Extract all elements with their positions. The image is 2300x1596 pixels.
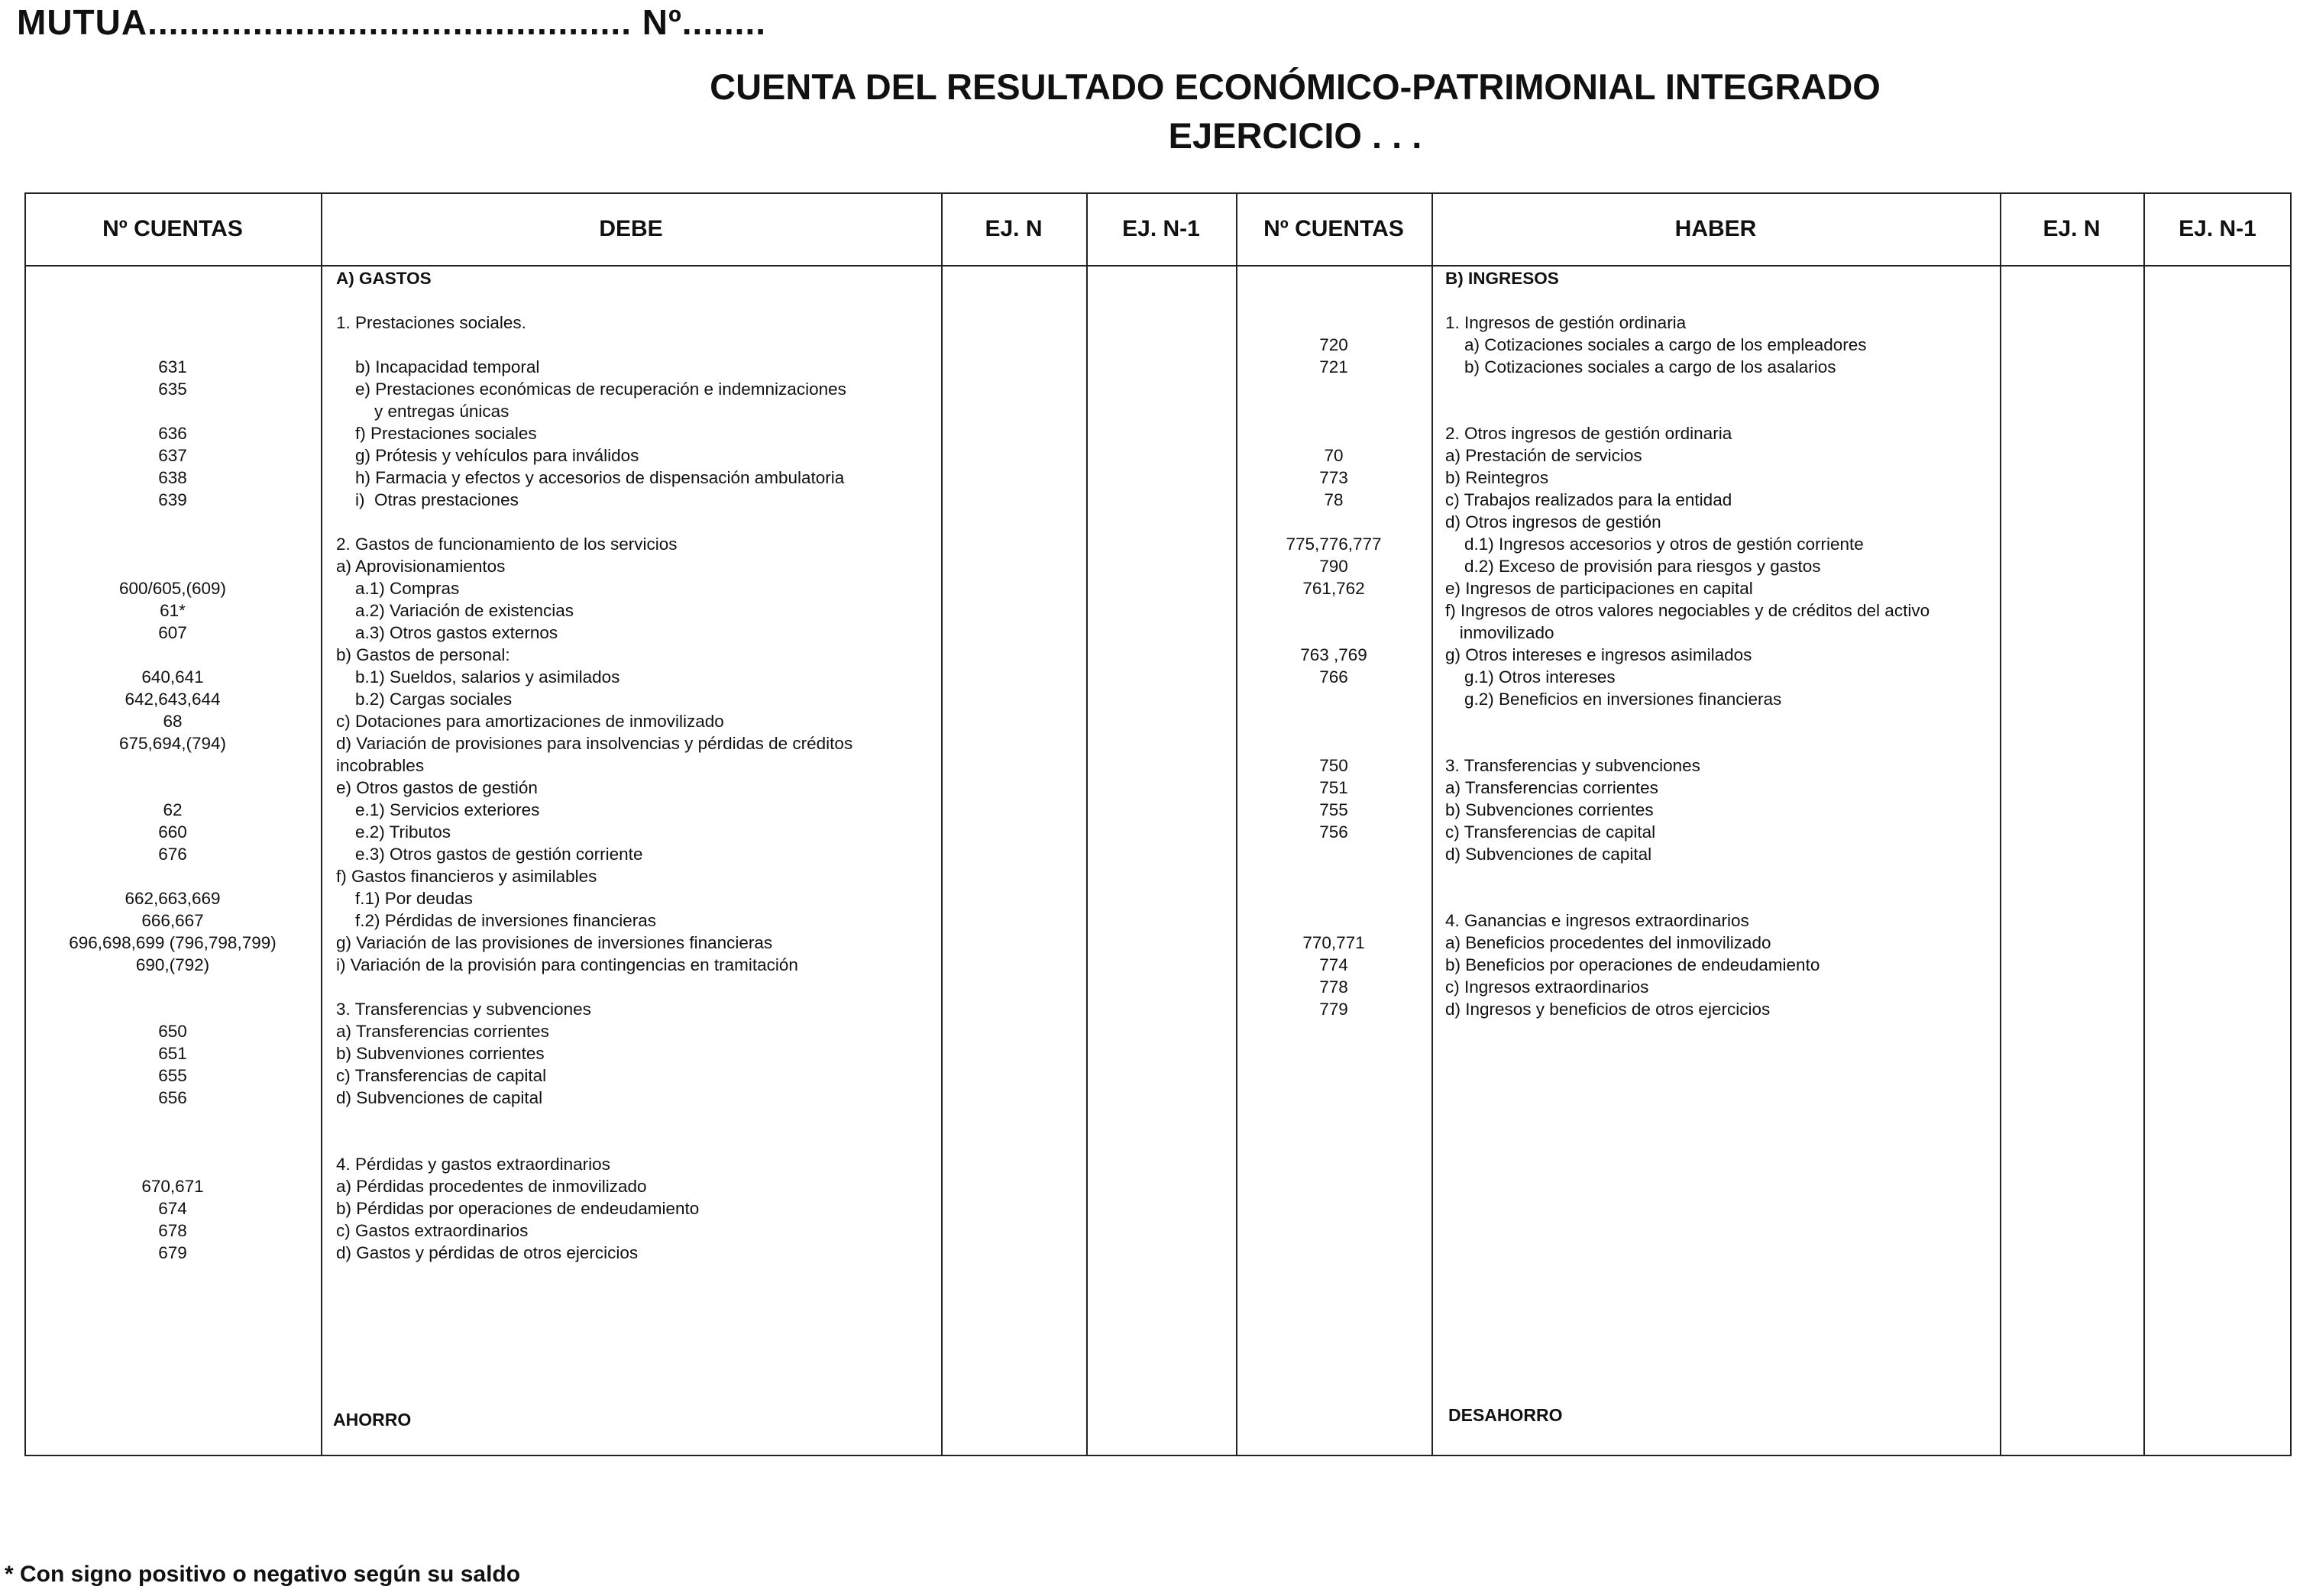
debe-line-item: f.1) Por deudas xyxy=(336,889,473,908)
haber-line-item: c) Trabajos realizados para la entidad xyxy=(1445,490,1732,509)
account-number xyxy=(24,1109,321,1131)
debe-line-item xyxy=(336,1131,932,1153)
account-number: 675,694,(794) xyxy=(118,734,227,753)
account-number: 778 xyxy=(1319,977,1348,997)
account-number: 790 xyxy=(1319,557,1348,576)
debe-line-item: e.1) Servicios exteriores xyxy=(336,800,540,819)
account-number: 650 xyxy=(158,1022,187,1041)
account-number: 770,771 xyxy=(1302,933,1365,952)
header-haber: HABER xyxy=(1674,215,1757,241)
haber-line-item: d) Ingresos y beneficios de otros ejercicios xyxy=(1445,1000,1771,1019)
debe-line-item xyxy=(336,334,932,356)
page-subtitle: EJERCICIO . . . xyxy=(1168,115,1422,156)
haber-line-item: a) Prestación de servicios xyxy=(1445,446,1642,465)
account-number xyxy=(1236,688,1431,710)
header-debe: DEBE xyxy=(599,215,663,241)
account-number xyxy=(24,511,321,533)
header-cuentas-left: Nº CUENTAS xyxy=(102,215,243,241)
header-ejn-right: EJ. N xyxy=(2043,215,2101,241)
debe-line-item: b.2) Cargas sociales xyxy=(336,690,513,709)
account-number: 642,643,644 xyxy=(125,690,221,709)
account-number xyxy=(24,865,321,887)
debe-line-item: c) Gastos extraordinarios xyxy=(336,1221,529,1240)
account-number: 607 xyxy=(158,623,187,642)
debe-line-item: a) Aprovisionamientos xyxy=(336,557,506,576)
haber-line-item: b) Cotizaciones sociales a cargo de los asalarios xyxy=(1445,357,1836,376)
debe-line-item xyxy=(336,1109,932,1131)
debe-line-item xyxy=(336,976,932,998)
account-number: 766 xyxy=(1319,667,1348,687)
debe-line-item: b) Subvenviones corrientes xyxy=(336,1044,545,1063)
account-number xyxy=(24,267,321,289)
account-number xyxy=(1236,622,1431,644)
debe-line-item: e.2) Tributos xyxy=(336,822,451,842)
account-number: 755 xyxy=(1319,800,1348,819)
account-number: 775,776,777 xyxy=(1286,535,1382,554)
footnote: * Con signo positivo o negativo según su saldo xyxy=(5,1562,521,1587)
haber-line-item: c) Transferencias de capital xyxy=(1445,822,1656,842)
account-number xyxy=(1236,511,1431,533)
debe-line-item: b) Gastos de personal: xyxy=(336,645,510,664)
account-number xyxy=(24,777,321,799)
account-number: 679 xyxy=(158,1243,187,1262)
account-number: 640,641 xyxy=(141,667,204,687)
haber-line-item xyxy=(1445,887,1995,909)
account-number: 62 xyxy=(163,800,183,819)
haber-line-item: g.1) Otros intereses xyxy=(1445,667,1616,687)
account-number: 631 xyxy=(158,357,187,376)
account-number: 660 xyxy=(158,822,187,842)
header-ejn1-right: EJ. N-1 xyxy=(2179,215,2256,241)
account-number xyxy=(24,976,321,998)
haber-line-item: f) Ingresos de otros valores negociables y de créditos del activo xyxy=(1445,601,1930,620)
account-number: 600/605,(609) xyxy=(118,579,227,598)
debe-lines-column xyxy=(336,267,932,1264)
account-number xyxy=(24,555,321,577)
debe-line-item: b) Pérdidas por operaciones de endeudamiento xyxy=(336,1199,700,1218)
debe-line-item xyxy=(336,289,932,312)
haber-line-item xyxy=(1445,732,1995,754)
haber-line-item xyxy=(1445,865,1995,887)
debe-line-item: 2. Gastos de funcionamiento de los servicios xyxy=(336,535,678,554)
debe-line-item: f.2) Pérdidas de inversiones financieras xyxy=(336,911,656,930)
haber-line-item xyxy=(1445,289,1995,312)
haber-line-item: inmovilizado xyxy=(1445,623,1554,642)
account-number: 720 xyxy=(1319,335,1348,354)
column-divider xyxy=(2143,192,2145,1456)
haber-line-item: b) Beneficios por operaciones de endeudamiento xyxy=(1445,955,1820,974)
haber-line-item: 3. Transferencias y subvenciones xyxy=(1445,756,1700,775)
account-number xyxy=(24,644,321,666)
debe-line-item: a.1) Compras xyxy=(336,579,460,598)
header-cuentas-right: Nº CUENTAS xyxy=(1263,215,1404,241)
account-number xyxy=(24,1153,321,1175)
haber-line-item: 1. Ingresos de gestión ordinaria xyxy=(1445,313,1687,332)
haber-line-item: b) Subvenciones corrientes xyxy=(1445,800,1654,819)
debe-line-item: h) Farmacia y efectos y accesorios de dispensación ambulatoria xyxy=(336,468,845,487)
debe-line-item: d) Subvenciones de capital xyxy=(336,1088,543,1107)
debe-line-item: b) Incapacidad temporal xyxy=(336,357,540,376)
debe-line-item: 3. Transferencias y subvenciones xyxy=(336,1000,591,1019)
header-ejn-left: EJ. N xyxy=(985,215,1043,241)
account-number: 636 xyxy=(158,424,187,443)
haber-line-item xyxy=(1445,378,1995,400)
account-number: 61* xyxy=(160,601,186,620)
haber-line-item xyxy=(1445,710,1995,732)
debe-line-item: g) Variación de las provisiones de inversiones financieras xyxy=(336,933,773,952)
account-number: 773 xyxy=(1319,468,1348,487)
account-number: 662,663,669 xyxy=(125,889,221,908)
debe-line-item: b.1) Sueldos, salarios y asimilados xyxy=(336,667,620,687)
column-divider xyxy=(1431,192,1433,1456)
debe-line-item: c) Transferencias de capital xyxy=(336,1066,547,1085)
haber-line-item xyxy=(1445,400,1995,422)
haber-line-item: a) Transferencias corrientes xyxy=(1445,778,1658,797)
account-number: 666,667 xyxy=(141,911,204,930)
debe-line-item: e) Prestaciones económicas de recuperación e indemnizaciones xyxy=(336,380,846,399)
debe-line-item: d) Variación de provisiones para insolvencias y pérdidas de créditos xyxy=(336,734,853,753)
debe-line-item: y entregas únicas xyxy=(336,402,509,421)
account-number xyxy=(24,1131,321,1153)
account-number: 651 xyxy=(158,1044,187,1063)
account-number xyxy=(1236,599,1431,622)
debe-line-item: f) Prestaciones sociales xyxy=(336,424,537,443)
account-number: 674 xyxy=(158,1199,187,1218)
account-number xyxy=(1236,909,1431,932)
account-number: 756 xyxy=(1319,822,1348,842)
account-number: 656 xyxy=(158,1088,187,1107)
ahorro-label: AHORRO xyxy=(333,1410,412,1430)
account-number xyxy=(1236,312,1431,334)
debe-line-item: a) Transferencias corrientes xyxy=(336,1022,549,1041)
debe-line-item: a) Pérdidas procedentes de inmovilizado xyxy=(336,1177,647,1196)
account-number: 721 xyxy=(1319,357,1348,376)
account-number xyxy=(1236,400,1431,422)
account-number xyxy=(1236,865,1431,887)
haber-line-item: 4. Ganancias e ingresos extraordinarios xyxy=(1445,911,1749,930)
account-number: 774 xyxy=(1319,955,1348,974)
account-number: 70 xyxy=(1324,446,1344,465)
account-number: 637 xyxy=(158,446,187,465)
mutua-label: MUTUA.............................................. Nº........ xyxy=(17,2,767,42)
haber-line-item: a) Cotizaciones sociales a cargo de los empleadores xyxy=(1445,335,1867,354)
debe-line-item: 1. Prestaciones sociales. xyxy=(336,313,526,332)
column-divider xyxy=(941,192,943,1456)
debe-line-item: A) GASTOS xyxy=(336,269,432,288)
haber-line-item: b) Reintegros xyxy=(1445,468,1549,487)
debe-line-item: e.3) Otros gastos de gestión corriente xyxy=(336,845,643,864)
account-number xyxy=(1236,289,1431,312)
account-number xyxy=(1236,710,1431,732)
debe-line-item: a.2) Variación de existencias xyxy=(336,601,574,620)
debe-line-item: e) Otros gastos de gestión xyxy=(336,778,538,797)
debe-accounts-column xyxy=(24,267,321,1264)
haber-line-item: d) Otros ingresos de gestión xyxy=(1445,512,1661,531)
account-number xyxy=(1236,378,1431,400)
debe-line-item: incobrables xyxy=(336,756,425,775)
account-number xyxy=(24,998,321,1020)
debe-line-item: i) Otras prestaciones xyxy=(336,490,519,509)
haber-line-item: 2. Otros ingresos de gestión ordinaria xyxy=(1445,424,1732,443)
account-number: 670,671 xyxy=(141,1177,204,1196)
haber-lines-column xyxy=(1445,267,1995,1020)
haber-accounts-column xyxy=(1236,267,1431,1020)
header-divider xyxy=(24,265,2292,267)
haber-line-item: e) Ingresos de participaciones en capital xyxy=(1445,579,1753,598)
haber-line-item: d.2) Exceso de provisión para riesgos y gastos xyxy=(1445,557,1821,576)
account-number: 68 xyxy=(163,712,183,731)
account-number xyxy=(1236,732,1431,754)
account-number xyxy=(1236,267,1431,289)
account-number: 750 xyxy=(1319,756,1348,775)
account-number: 638 xyxy=(158,468,187,487)
account-number: 676 xyxy=(158,845,187,864)
column-divider xyxy=(2000,192,2001,1456)
page-title: CUENTA DEL RESULTADO ECONÓMICO-PATRIMONIAL INTEGRADO xyxy=(710,66,1881,107)
debe-line-item: f) Gastos financieros y asimilables xyxy=(336,867,597,886)
account-number xyxy=(24,754,321,777)
haber-line-item: c) Ingresos extraordinarios xyxy=(1445,977,1649,997)
haber-line-item: g) Otros intereses e ingresos asimilados xyxy=(1445,645,1752,664)
account-number: 78 xyxy=(1324,490,1344,509)
debe-line-item: 4. Pérdidas y gastos extraordinarios xyxy=(336,1155,610,1174)
account-number xyxy=(1236,843,1431,865)
debe-line-item: c) Dotaciones para amortizaciones de inmovilizado xyxy=(336,712,724,731)
account-number: 655 xyxy=(158,1066,187,1085)
header-ejn1-left: EJ. N-1 xyxy=(1122,215,1200,241)
account-number: 763 ,769 xyxy=(1300,645,1367,664)
account-number xyxy=(24,312,321,334)
account-number: 690,(792) xyxy=(135,955,210,974)
debe-line-item: a.3) Otros gastos externos xyxy=(336,623,558,642)
haber-line-item: d) Subvenciones de capital xyxy=(1445,845,1652,864)
account-number: 639 xyxy=(158,490,187,509)
debe-line-item: d) Gastos y pérdidas de otros ejercicios xyxy=(336,1243,639,1262)
debe-line-item xyxy=(336,511,932,533)
account-number xyxy=(1236,887,1431,909)
account-number xyxy=(24,289,321,312)
column-divider xyxy=(321,192,322,1456)
haber-line-item: a) Beneficios procedentes del inmovilizado xyxy=(1445,933,1771,952)
account-number xyxy=(1236,422,1431,444)
debe-line-item: g) Prótesis y vehículos para inválidos xyxy=(336,446,639,465)
account-number xyxy=(24,334,321,356)
account-number: 761,762 xyxy=(1302,579,1365,598)
desahorro-label: DESAHORRO xyxy=(1448,1405,1563,1425)
account-number: 779 xyxy=(1319,1000,1348,1019)
account-number xyxy=(24,400,321,422)
account-number xyxy=(24,533,321,555)
account-number: 635 xyxy=(158,380,187,399)
column-divider xyxy=(1086,192,1088,1456)
account-number: 678 xyxy=(158,1221,187,1240)
haber-line-item: g.2) Beneficios en inversiones financieras xyxy=(1445,690,1782,709)
account-number: 696,698,699 (796,798,799) xyxy=(69,933,277,952)
debe-line-item: i) Variación de la provisión para contingencias en tramitación xyxy=(336,955,798,974)
account-number: 751 xyxy=(1319,778,1348,797)
haber-line-item: B) INGRESOS xyxy=(1445,269,1559,288)
haber-line-item: d.1) Ingresos accesorios y otros de gestión corriente xyxy=(1445,535,1864,554)
